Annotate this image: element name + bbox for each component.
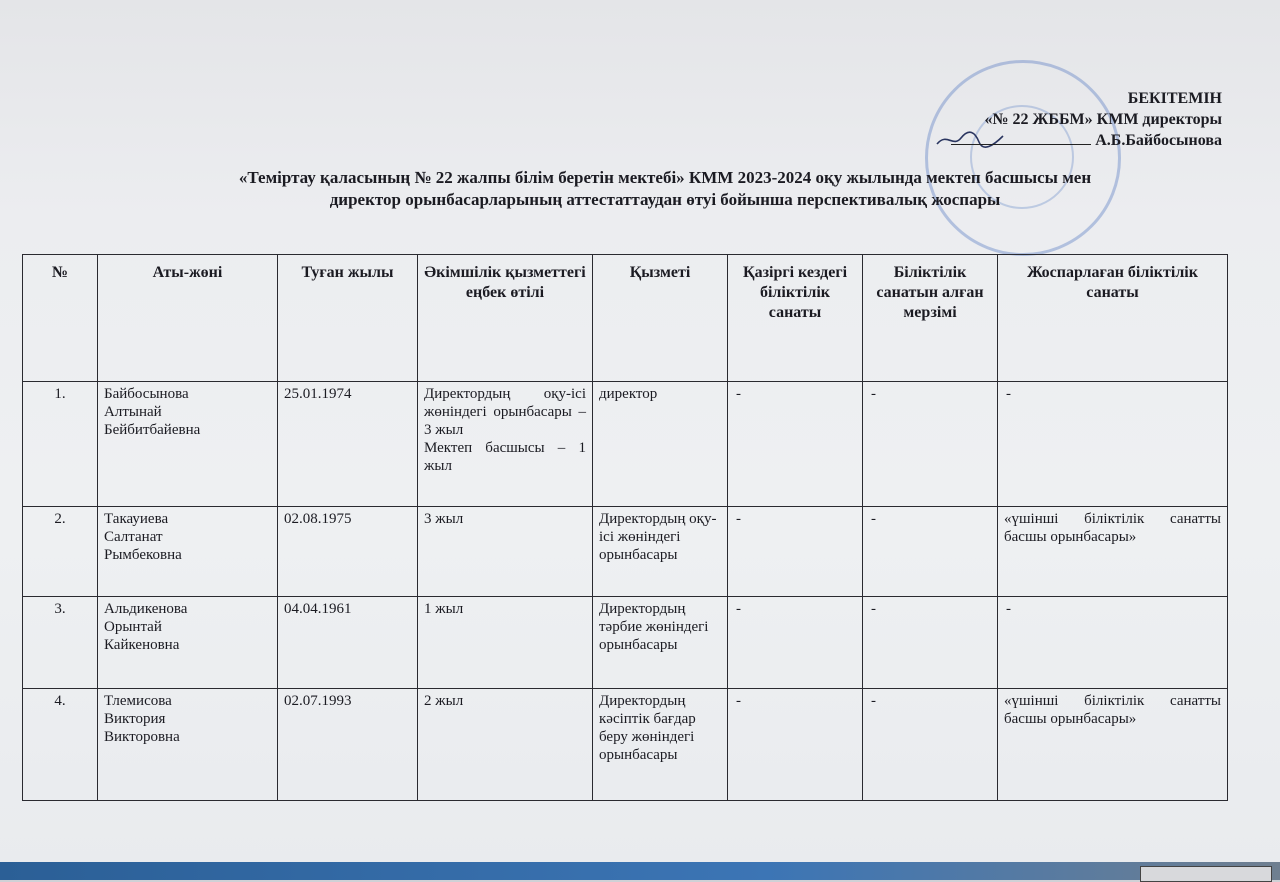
name-surname: Такауиева	[104, 511, 169, 527]
name-patronymic: Викторовна	[104, 729, 180, 745]
row-number: 2.	[23, 507, 98, 597]
row-number: 3.	[23, 597, 98, 689]
experience-line: Мектеп басшысы – 1 жыл	[424, 440, 586, 474]
row-received-date: -	[863, 382, 998, 507]
header-position: Қызметі	[593, 255, 728, 382]
row-position: Директордың тәрбие жөніндегі орынбасары	[593, 597, 728, 689]
row-name	[98, 382, 278, 507]
title-line-1: «Теміртау қаласының № 22 жалпы білім беретін мектебі» КММ 2023-2024 оқу жылында мектеп басшысы мен	[238, 168, 1092, 187]
name-patronymic: Рымбековна	[104, 547, 182, 563]
row-planned-category: «үшінші біліктілік санатты басшы орынбасары»	[998, 689, 1228, 801]
row-current-category: -	[728, 507, 863, 597]
row-received-date: -	[863, 689, 998, 801]
row-current-category: -	[728, 689, 863, 801]
table-row	[23, 382, 1228, 507]
name-first: Салтанат	[104, 529, 163, 545]
row-experience: 3 жыл	[418, 507, 593, 597]
title-line-2: директор орынбасарларының аттестаттаудан өтуі бойынша перспективалық жоспары	[329, 190, 1001, 209]
approval-position: «№ 22 ЖББМ» КММ директоры	[984, 111, 1222, 128]
row-position: директор	[593, 382, 728, 507]
header-name: Аты-жөні	[98, 255, 278, 382]
row-experience: 1 жыл	[418, 597, 593, 689]
header-number: №	[23, 255, 98, 382]
name-first: Алтынай	[104, 404, 162, 420]
row-name	[98, 507, 278, 597]
row-planned-category: -	[998, 597, 1228, 689]
plan-table	[22, 254, 1228, 801]
signature-line	[951, 130, 1091, 145]
name-first: Виктория	[104, 711, 166, 727]
name-patronymic: Кайкеновна	[104, 637, 180, 653]
name-surname: Байбосынова	[104, 386, 189, 402]
header-planned-category: Жоспарлаған біліктілік санаты	[998, 255, 1228, 382]
background-edge	[0, 862, 1280, 880]
row-current-category: -	[728, 382, 863, 507]
row-born: 02.07.1993	[278, 689, 418, 801]
table-row	[23, 689, 1228, 801]
header-experience: Әкімшілік қызметтегі еңбек өтілі	[418, 255, 593, 382]
row-planned-category: «үшінші біліктілік санатты басшы орынбасары»	[998, 507, 1228, 597]
header-received-date: Біліктілік санатын алған мерзімі	[863, 255, 998, 382]
row-born: 04.04.1961	[278, 597, 418, 689]
row-received-date: -	[863, 597, 998, 689]
row-experience	[418, 382, 593, 507]
row-position: Директордың оқу-ісі жөніндегі орынбасары	[593, 507, 728, 597]
row-position: Директордың кәсіптік бағдар беру жөніндегі орынбасары	[593, 689, 728, 801]
row-name	[98, 689, 278, 801]
row-born: 25.01.1974	[278, 382, 418, 507]
experience-line: Директордың оқу-ісі жөніндегі орынбасары – 3 жыл	[424, 386, 586, 438]
row-received-date: -	[863, 507, 998, 597]
table-header-row	[23, 255, 1228, 382]
name-surname: Тлемисова	[104, 693, 172, 709]
row-number: 1.	[23, 382, 98, 507]
row-planned-category: -	[998, 382, 1228, 507]
row-number: 4.	[23, 689, 98, 801]
document-title	[110, 167, 1220, 211]
table-row	[23, 597, 1228, 689]
row-name	[98, 597, 278, 689]
row-born: 02.08.1975	[278, 507, 418, 597]
approval-name: А.Б.Байбосынова	[1095, 132, 1222, 149]
table-row	[23, 507, 1228, 597]
name-first: Орынтай	[104, 619, 162, 635]
header-born: Туған жылы	[278, 255, 418, 382]
name-patronymic: Бейбитбайевна	[104, 422, 201, 438]
approval-block	[951, 88, 1222, 151]
header-current-category: Қазіргі кездегі біліктілік санаты	[728, 255, 863, 382]
row-current-category: -	[728, 597, 863, 689]
name-surname: Альдикенова	[104, 601, 188, 617]
row-experience: 2 жыл	[418, 689, 593, 801]
approval-title: БЕКІТЕМІН	[1127, 90, 1222, 107]
